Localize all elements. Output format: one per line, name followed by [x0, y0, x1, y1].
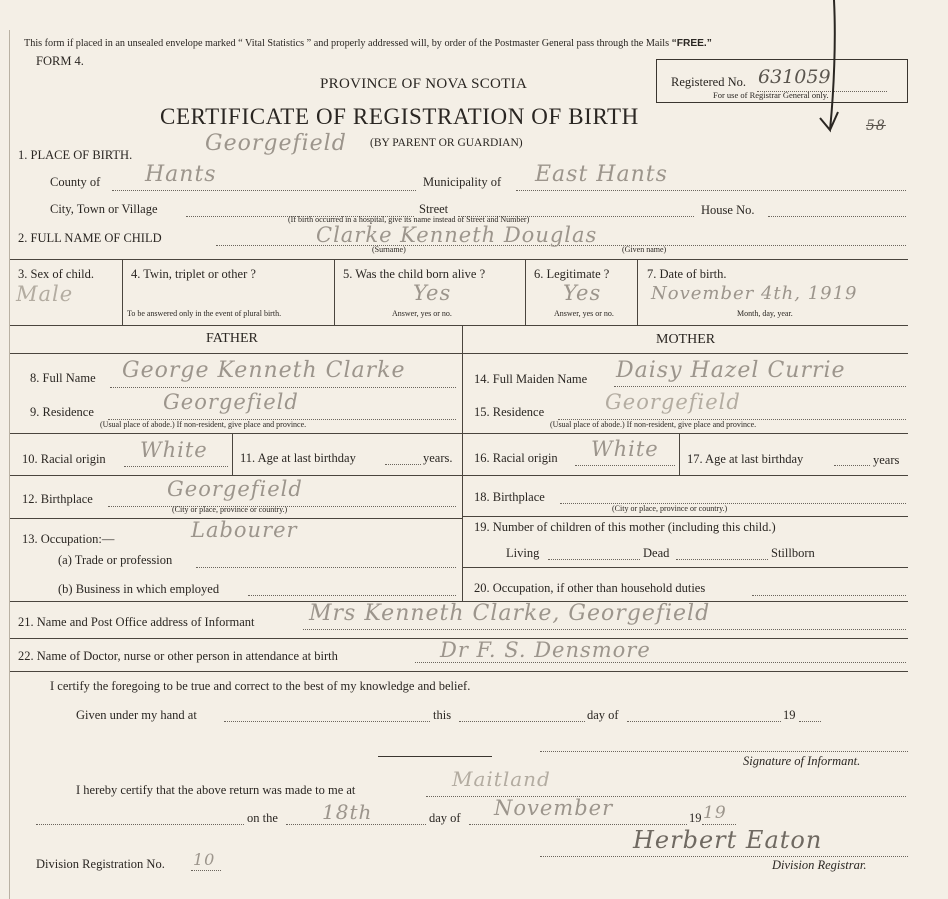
sex-label: 3. Sex of child. [18, 267, 95, 281]
given-name-hint: (Given name) [622, 245, 667, 254]
father-age-years: years. [423, 451, 453, 465]
father-race-label: 10. Racial origin [22, 452, 106, 466]
mailing-notice [24, 38, 712, 49]
mother-birthplace-note: (City or place, province or country.) [612, 504, 728, 513]
legitimate-value: Yes [563, 281, 602, 305]
born-alive-label: 5. Was the child born alive ? [343, 267, 486, 281]
registrar-day-of-label: day of [429, 811, 461, 825]
county-label: County of [50, 175, 101, 189]
check-mark-icon [808, 0, 858, 150]
twin-note: To be answered only in the event of plural birth. [127, 309, 282, 318]
day-of-label: day of [587, 708, 619, 722]
mother-age-label: 17. Age at last birthday [687, 452, 804, 466]
father-business-label: (b) Business in which employed [58, 582, 220, 596]
legitimate-note: Answer, yes or no. [554, 309, 614, 318]
certify-year-prefix: 19 [783, 708, 796, 722]
margin-mark: 58 [866, 118, 886, 134]
mother-children-label: 19. Number of children of this mother (including this child.) [474, 520, 776, 534]
date-of-birth-label: 7. Date of birth. [647, 267, 727, 281]
father-trade-label: (a) Trade or profession [58, 553, 173, 567]
informant-label: 21. Name and Post Office address of Informant [18, 615, 255, 629]
mother-heading: MOTHER [656, 332, 716, 347]
division-registration-value: 10 [193, 850, 216, 869]
registrar-year-prefix: 19 [689, 811, 702, 825]
father-occupation-label: 13. Occupation:— [22, 532, 115, 546]
registrar-day-value: 18th [322, 800, 373, 824]
father-occupation-value: Labourer [191, 518, 298, 542]
doctor-value: Dr F. S. Densmore [440, 638, 651, 662]
registration-box [656, 59, 908, 103]
date-of-birth-value: November 4th, 1919 [651, 283, 858, 304]
father-name-value: George Kenneth Clarke [122, 358, 406, 383]
born-alive-value: Yes [413, 281, 452, 305]
registered-number: 631059 [758, 66, 831, 88]
father-residence-label: 9. Residence [30, 405, 94, 419]
mother-occupation-label: 20. Occupation, if other than household duties [474, 581, 706, 595]
father-age-label: 11. Age at last birthday [240, 451, 356, 465]
place-of-birth-value: Georgefield [205, 131, 347, 156]
certify-statement: I certify the foregoing to be true and correct to the best of my knowledge and belief. [50, 679, 471, 693]
division-registrar-label: Division Registrar. [772, 858, 867, 872]
registrar-month-value: November [494, 796, 614, 820]
registrar-place-value: Maitland [452, 767, 551, 791]
informant-value: Mrs Kenneth Clarke, Georgefield [309, 601, 711, 626]
registrar-use-note: For use of Registrar General only. [713, 90, 829, 100]
mother-age-years: years [873, 453, 900, 467]
municipality-label: Municipality of [423, 175, 502, 189]
registered-label: Registered No. [671, 75, 746, 89]
mother-race-label: 16. Racial origin [474, 451, 558, 465]
informant-signature-label: Signature of Informant. [743, 754, 861, 768]
hospital-note: (If birth occurred in a hospital, give its name instead of Street and Number) [288, 215, 530, 224]
sex-value: Male [16, 282, 74, 306]
mother-race-value: White [591, 437, 659, 461]
mother-name-label: 14. Full Maiden Name [474, 372, 588, 386]
registrar-year-value: 19 [703, 803, 727, 823]
mother-residence-note: (Usual place of abode.) If non-resident, give place and province. [550, 420, 757, 429]
mother-birthplace-label: 18. Birthplace [474, 490, 545, 504]
father-race-value: White [140, 438, 208, 462]
born-alive-note: Answer, yes or no. [392, 309, 452, 318]
registrar-statement: I hereby certify that the above return was made to me at [76, 783, 356, 797]
father-residence-value: Georgefield [163, 390, 299, 414]
free-mark: “FREE.” [671, 38, 712, 49]
living-label: Living [506, 546, 540, 560]
street-label: Street [419, 202, 449, 216]
father-birthplace-label: 12. Birthplace [22, 492, 93, 506]
twin-label: 4. Twin, triplet or other ? [131, 267, 256, 281]
left-margin-line [9, 30, 10, 899]
stillborn-label: Stillborn [771, 546, 815, 560]
division-registration-label: Division Registration No. [36, 857, 165, 871]
surname-hint: (Surname) [372, 245, 406, 254]
province-heading: PROVINCE OF NOVA SCOTIA [320, 76, 528, 92]
legitimate-label: 6. Legitimate ? [534, 267, 610, 281]
page-subtitle: (BY PARENT OR GUARDIAN) [370, 137, 523, 149]
mailing-notice-text: This form if placed in an unsealed envelope marked “ Vital Statistics ” and properly addressed will, by order of the Postmaster General pass through the Mails [24, 38, 670, 49]
father-birthplace-value: Georgefield [167, 477, 303, 501]
dead-label: Dead [643, 546, 670, 560]
father-heading: FATHER [206, 331, 258, 346]
form-number: FORM 4. [36, 54, 84, 68]
municipality-value: East Hants [535, 162, 668, 187]
city-label: City, Town or Village [50, 202, 158, 216]
place-of-birth-label: 1. PLACE OF BIRTH. [18, 148, 133, 162]
registrar-signature: Herbert Eaton [633, 826, 823, 854]
on-the-label: on the [247, 811, 278, 825]
father-name-label: 8. Full Name [30, 371, 96, 385]
page-title: CERTIFICATE OF REGISTRATION OF BIRTH [160, 104, 639, 129]
this-label: this [433, 708, 452, 722]
child-name-label: 2. FULL NAME OF CHILD [18, 231, 162, 245]
date-of-birth-note: Month, day, year. [737, 309, 793, 318]
mother-residence-value: Georgefield [605, 390, 741, 414]
given-at-label: Given under my hand at [76, 708, 197, 722]
mother-name-value: Daisy Hazel Currie [616, 358, 846, 383]
house-number-label: House No. [701, 203, 755, 217]
father-birthplace-note: (City or place, province or country.) [172, 505, 288, 514]
child-name-value: Clarke Kenneth Douglas [316, 223, 598, 247]
county-value: Hants [145, 162, 217, 187]
father-residence-note: (Usual place of abode.) If non-resident, give place and province. [100, 420, 307, 429]
mother-residence-label: 15. Residence [474, 405, 545, 419]
doctor-label: 22. Name of Doctor, nurse or other person in attendance at birth [18, 649, 338, 663]
